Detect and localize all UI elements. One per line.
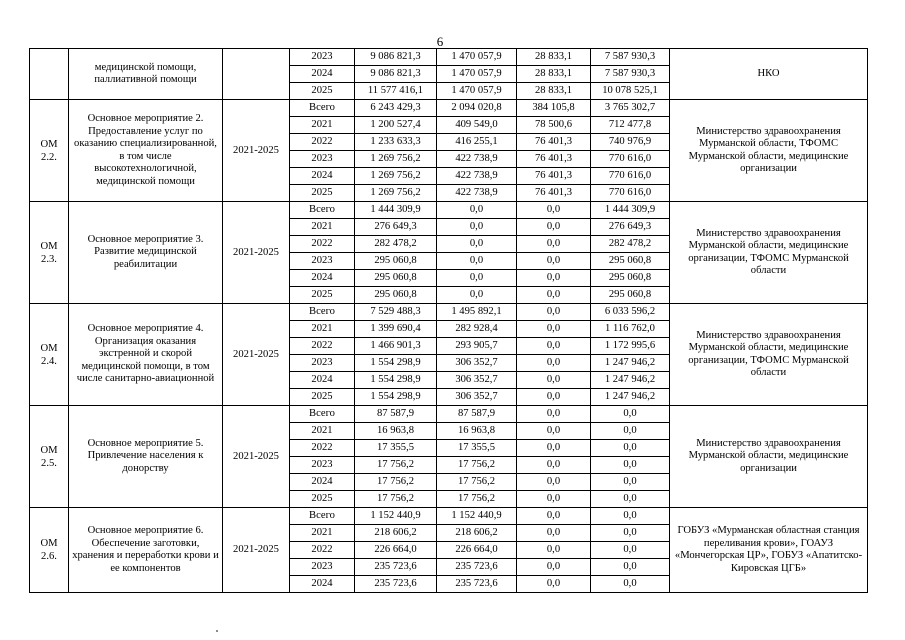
regional-budget-cell: 306 352,7 xyxy=(437,372,517,389)
table-row xyxy=(30,508,868,525)
regional-budget-cell: 409 549,0 xyxy=(437,117,517,134)
regional-budget-cell: 226 664,0 xyxy=(437,542,517,559)
total-cell: 17 756,2 xyxy=(355,457,437,474)
total-cell: 1 399 690,4 xyxy=(355,321,437,338)
period-cell xyxy=(223,49,290,100)
year-cell: 2025 xyxy=(290,287,355,304)
federal-budget-cell: 0,0 xyxy=(517,423,591,440)
regional-budget-cell: 1 470 057,9 xyxy=(437,66,517,83)
total-cell: 218 606,2 xyxy=(355,525,437,542)
year-cell: 2024 xyxy=(290,372,355,389)
total-cell: 1 444 309,9 xyxy=(355,202,437,219)
federal-budget-cell: 0,0 xyxy=(517,372,591,389)
total-cell: 1 200 527,4 xyxy=(355,117,437,134)
executor-cell: Министерство здравоохранения Мурманской области, ТФОМС Мурманской области, медицинские организации xyxy=(670,100,868,202)
total-cell: 9 086 821,3 xyxy=(355,66,437,83)
year-cell: 2021 xyxy=(290,525,355,542)
period-cell: 2021-2025 xyxy=(223,304,290,406)
year-cell: 2021 xyxy=(290,321,355,338)
regional-budget-cell: 306 352,7 xyxy=(437,355,517,372)
program-table xyxy=(29,48,868,593)
regional-budget-cell: 0,0 xyxy=(437,202,517,219)
executor-cell: Министерство здравоохранения Мурманской области, медицинские организации, ТФОМС Мурманской области xyxy=(670,304,868,406)
tfoms-cell: 6 033 596,2 xyxy=(591,304,670,321)
tfoms-cell: 1 116 762,0 xyxy=(591,321,670,338)
regional-budget-cell: 1 495 892,1 xyxy=(437,304,517,321)
total-cell: 9 086 821,3 xyxy=(355,49,437,66)
federal-budget-cell: 0,0 xyxy=(517,270,591,287)
tfoms-cell: 0,0 xyxy=(591,576,670,593)
federal-budget-cell: 0,0 xyxy=(517,457,591,474)
tfoms-cell: 740 976,9 xyxy=(591,134,670,151)
year-cell: 2024 xyxy=(290,576,355,593)
code-cell: ОМ 2.2. xyxy=(30,100,69,202)
description-cell: Основное мероприятие 6. Обеспечение заготовки, хранения и переработки крови и ее компонентов xyxy=(69,508,223,593)
year-cell: 2021 xyxy=(290,219,355,236)
tfoms-cell: 0,0 xyxy=(591,474,670,491)
federal-budget-cell: 0,0 xyxy=(517,576,591,593)
tfoms-cell: 1 444 309,9 xyxy=(591,202,670,219)
period-cell: 2021-2025 xyxy=(223,100,290,202)
year-cell: 2022 xyxy=(290,338,355,355)
federal-budget-cell: 0,0 xyxy=(517,542,591,559)
year-cell: 2024 xyxy=(290,66,355,83)
tfoms-cell: 770 616,0 xyxy=(591,168,670,185)
total-cell: 7 529 488,3 xyxy=(355,304,437,321)
federal-budget-cell: 0,0 xyxy=(517,219,591,236)
federal-budget-cell: 0,0 xyxy=(517,253,591,270)
table-row xyxy=(30,49,868,66)
description-cell: Основное мероприятие 2. Предоставление услуг по оказанию специализированной, в том числе высокотехнологичной, медицинской помощи xyxy=(69,100,223,202)
tfoms-cell: 0,0 xyxy=(591,440,670,457)
year-cell: 2021 xyxy=(290,423,355,440)
total-cell: 17 756,2 xyxy=(355,474,437,491)
regional-budget-cell: 17 756,2 xyxy=(437,457,517,474)
regional-budget-cell: 422 738,9 xyxy=(437,185,517,202)
description-cell: Основное мероприятие 4. Организация оказания экстренной и скорой медицинской помощи, в том числе санитарно-авиационной xyxy=(69,304,223,406)
year-cell: Всего xyxy=(290,508,355,525)
executor-cell: Министерство здравоохранения Мурманской области, медицинские организации, ТФОМС Мурманской области xyxy=(670,202,868,304)
federal-budget-cell: 28 833,1 xyxy=(517,83,591,100)
total-cell: 295 060,8 xyxy=(355,270,437,287)
year-cell: 2022 xyxy=(290,236,355,253)
regional-budget-cell: 0,0 xyxy=(437,287,517,304)
federal-budget-cell: 0,0 xyxy=(517,440,591,457)
regional-budget-cell: 0,0 xyxy=(437,270,517,287)
tfoms-cell: 0,0 xyxy=(591,542,670,559)
total-cell: 282 478,2 xyxy=(355,236,437,253)
executor-cell: Министерство здравоохранения Мурманской области, медицинские организации xyxy=(670,406,868,508)
table-row xyxy=(30,100,868,117)
regional-budget-cell: 2 094 020,8 xyxy=(437,100,517,117)
regional-budget-cell: 0,0 xyxy=(437,236,517,253)
federal-budget-cell: 0,0 xyxy=(517,406,591,423)
description-cell: медицинской помощи, паллиативной помощи xyxy=(69,49,223,100)
federal-budget-cell: 0,0 xyxy=(517,525,591,542)
tfoms-cell: 0,0 xyxy=(591,406,670,423)
tfoms-cell: 770 616,0 xyxy=(591,185,670,202)
year-cell: 2025 xyxy=(290,389,355,406)
executor-cell: ГОБУЗ «Мурманская областная станция переливания крови», ГОАУЗ «Мончегорская ЦР», ГОБУЗ «Апатитско-Кировская ЦГБ» xyxy=(670,508,868,593)
tfoms-cell: 770 616,0 xyxy=(591,151,670,168)
code-cell: ОМ 2.6. xyxy=(30,508,69,593)
total-cell: 6 243 429,3 xyxy=(355,100,437,117)
scan-speck xyxy=(216,630,218,632)
federal-budget-cell: 78 500,6 xyxy=(517,117,591,134)
tfoms-cell: 276 649,3 xyxy=(591,219,670,236)
year-cell: 2022 xyxy=(290,134,355,151)
regional-budget-cell: 306 352,7 xyxy=(437,389,517,406)
tfoms-cell: 0,0 xyxy=(591,423,670,440)
tfoms-cell: 712 477,8 xyxy=(591,117,670,134)
federal-budget-cell: 76 401,3 xyxy=(517,151,591,168)
year-cell: Всего xyxy=(290,406,355,423)
federal-budget-cell: 76 401,3 xyxy=(517,185,591,202)
table-body xyxy=(30,49,868,593)
regional-budget-cell: 422 738,9 xyxy=(437,151,517,168)
tfoms-cell: 295 060,8 xyxy=(591,270,670,287)
tfoms-cell: 0,0 xyxy=(591,525,670,542)
total-cell: 1 269 756,2 xyxy=(355,151,437,168)
year-cell: Всего xyxy=(290,304,355,321)
total-cell: 276 649,3 xyxy=(355,219,437,236)
regional-budget-cell: 422 738,9 xyxy=(437,168,517,185)
year-cell: 2023 xyxy=(290,253,355,270)
code-cell xyxy=(30,49,69,100)
regional-budget-cell: 416 255,1 xyxy=(437,134,517,151)
total-cell: 1 554 298,9 xyxy=(355,372,437,389)
year-cell: 2022 xyxy=(290,440,355,457)
tfoms-cell: 1 247 946,2 xyxy=(591,372,670,389)
total-cell: 11 577 416,1 xyxy=(355,83,437,100)
federal-budget-cell: 0,0 xyxy=(517,389,591,406)
federal-budget-cell: 0,0 xyxy=(517,338,591,355)
regional-budget-cell: 1 152 440,9 xyxy=(437,508,517,525)
total-cell: 1 554 298,9 xyxy=(355,389,437,406)
year-cell: 2023 xyxy=(290,151,355,168)
total-cell: 235 723,6 xyxy=(355,559,437,576)
tfoms-cell: 7 587 930,3 xyxy=(591,66,670,83)
tfoms-cell: 0,0 xyxy=(591,559,670,576)
tfoms-cell: 1 247 946,2 xyxy=(591,355,670,372)
tfoms-cell: 10 078 525,1 xyxy=(591,83,670,100)
total-cell: 295 060,8 xyxy=(355,253,437,270)
description-cell: Основное мероприятие 3. Развитие медицинской реабилитации xyxy=(69,202,223,304)
total-cell: 87 587,9 xyxy=(355,406,437,423)
tfoms-cell: 0,0 xyxy=(591,457,670,474)
regional-budget-cell: 282 928,4 xyxy=(437,321,517,338)
federal-budget-cell: 0,0 xyxy=(517,304,591,321)
federal-budget-cell: 0,0 xyxy=(517,508,591,525)
period-cell: 2021-2025 xyxy=(223,202,290,304)
total-cell: 295 060,8 xyxy=(355,287,437,304)
federal-budget-cell: 0,0 xyxy=(517,287,591,304)
table-row xyxy=(30,406,868,423)
table-row xyxy=(30,202,868,219)
regional-budget-cell: 293 905,7 xyxy=(437,338,517,355)
year-cell: 2024 xyxy=(290,168,355,185)
regional-budget-cell: 16 963,8 xyxy=(437,423,517,440)
federal-budget-cell: 0,0 xyxy=(517,236,591,253)
code-cell: ОМ 2.3. xyxy=(30,202,69,304)
total-cell: 235 723,6 xyxy=(355,576,437,593)
tfoms-cell: 282 478,2 xyxy=(591,236,670,253)
tfoms-cell: 1 247 946,2 xyxy=(591,389,670,406)
total-cell: 17 355,5 xyxy=(355,440,437,457)
year-cell: 2023 xyxy=(290,559,355,576)
federal-budget-cell: 0,0 xyxy=(517,559,591,576)
year-cell: 2025 xyxy=(290,83,355,100)
tfoms-cell: 1 172 995,6 xyxy=(591,338,670,355)
federal-budget-cell: 0,0 xyxy=(517,474,591,491)
federal-budget-cell: 28 833,1 xyxy=(517,49,591,66)
regional-budget-cell: 235 723,6 xyxy=(437,576,517,593)
year-cell: 2025 xyxy=(290,491,355,508)
regional-budget-cell: 1 470 057,9 xyxy=(437,83,517,100)
tfoms-cell: 295 060,8 xyxy=(591,253,670,270)
year-cell: 2023 xyxy=(290,49,355,66)
year-cell: Всего xyxy=(290,202,355,219)
federal-budget-cell: 0,0 xyxy=(517,202,591,219)
code-cell: ОМ 2.5. xyxy=(30,406,69,508)
code-cell: ОМ 2.4. xyxy=(30,304,69,406)
year-cell: 2021 xyxy=(290,117,355,134)
federal-budget-cell: 0,0 xyxy=(517,321,591,338)
tfoms-cell: 295 060,8 xyxy=(591,287,670,304)
regional-budget-cell: 0,0 xyxy=(437,219,517,236)
tfoms-cell: 3 765 302,7 xyxy=(591,100,670,117)
total-cell: 1 466 901,3 xyxy=(355,338,437,355)
year-cell: 2022 xyxy=(290,542,355,559)
regional-budget-cell: 17 756,2 xyxy=(437,491,517,508)
regional-budget-cell: 17 355,5 xyxy=(437,440,517,457)
regional-budget-cell: 87 587,9 xyxy=(437,406,517,423)
page-number: 6 xyxy=(436,34,444,49)
federal-budget-cell: 0,0 xyxy=(517,491,591,508)
table-row xyxy=(30,304,868,321)
total-cell: 1 269 756,2 xyxy=(355,185,437,202)
regional-budget-cell: 235 723,6 xyxy=(437,559,517,576)
year-cell: 2023 xyxy=(290,355,355,372)
total-cell: 226 664,0 xyxy=(355,542,437,559)
tfoms-cell: 7 587 930,3 xyxy=(591,49,670,66)
regional-budget-cell: 218 606,2 xyxy=(437,525,517,542)
total-cell: 1 554 298,9 xyxy=(355,355,437,372)
federal-budget-cell: 76 401,3 xyxy=(517,134,591,151)
description-cell: Основное мероприятие 5. Привлечение населения к донорству xyxy=(69,406,223,508)
executor-cell: НКО xyxy=(670,49,868,100)
regional-budget-cell: 17 756,2 xyxy=(437,474,517,491)
total-cell: 1 152 440,9 xyxy=(355,508,437,525)
period-cell: 2021-2025 xyxy=(223,406,290,508)
regional-budget-cell: 0,0 xyxy=(437,253,517,270)
year-cell: 2023 xyxy=(290,457,355,474)
federal-budget-cell: 76 401,3 xyxy=(517,168,591,185)
period-cell: 2021-2025 xyxy=(223,508,290,593)
federal-budget-cell: 28 833,1 xyxy=(517,66,591,83)
year-cell: 2025 xyxy=(290,185,355,202)
federal-budget-cell: 0,0 xyxy=(517,355,591,372)
federal-budget-cell: 384 105,8 xyxy=(517,100,591,117)
year-cell: 2024 xyxy=(290,474,355,491)
year-cell: Всего xyxy=(290,100,355,117)
tfoms-cell: 0,0 xyxy=(591,508,670,525)
total-cell: 1 269 756,2 xyxy=(355,168,437,185)
regional-budget-cell: 1 470 057,9 xyxy=(437,49,517,66)
year-cell: 2024 xyxy=(290,270,355,287)
tfoms-cell: 0,0 xyxy=(591,491,670,508)
total-cell: 16 963,8 xyxy=(355,423,437,440)
total-cell: 17 756,2 xyxy=(355,491,437,508)
total-cell: 1 233 633,3 xyxy=(355,134,437,151)
